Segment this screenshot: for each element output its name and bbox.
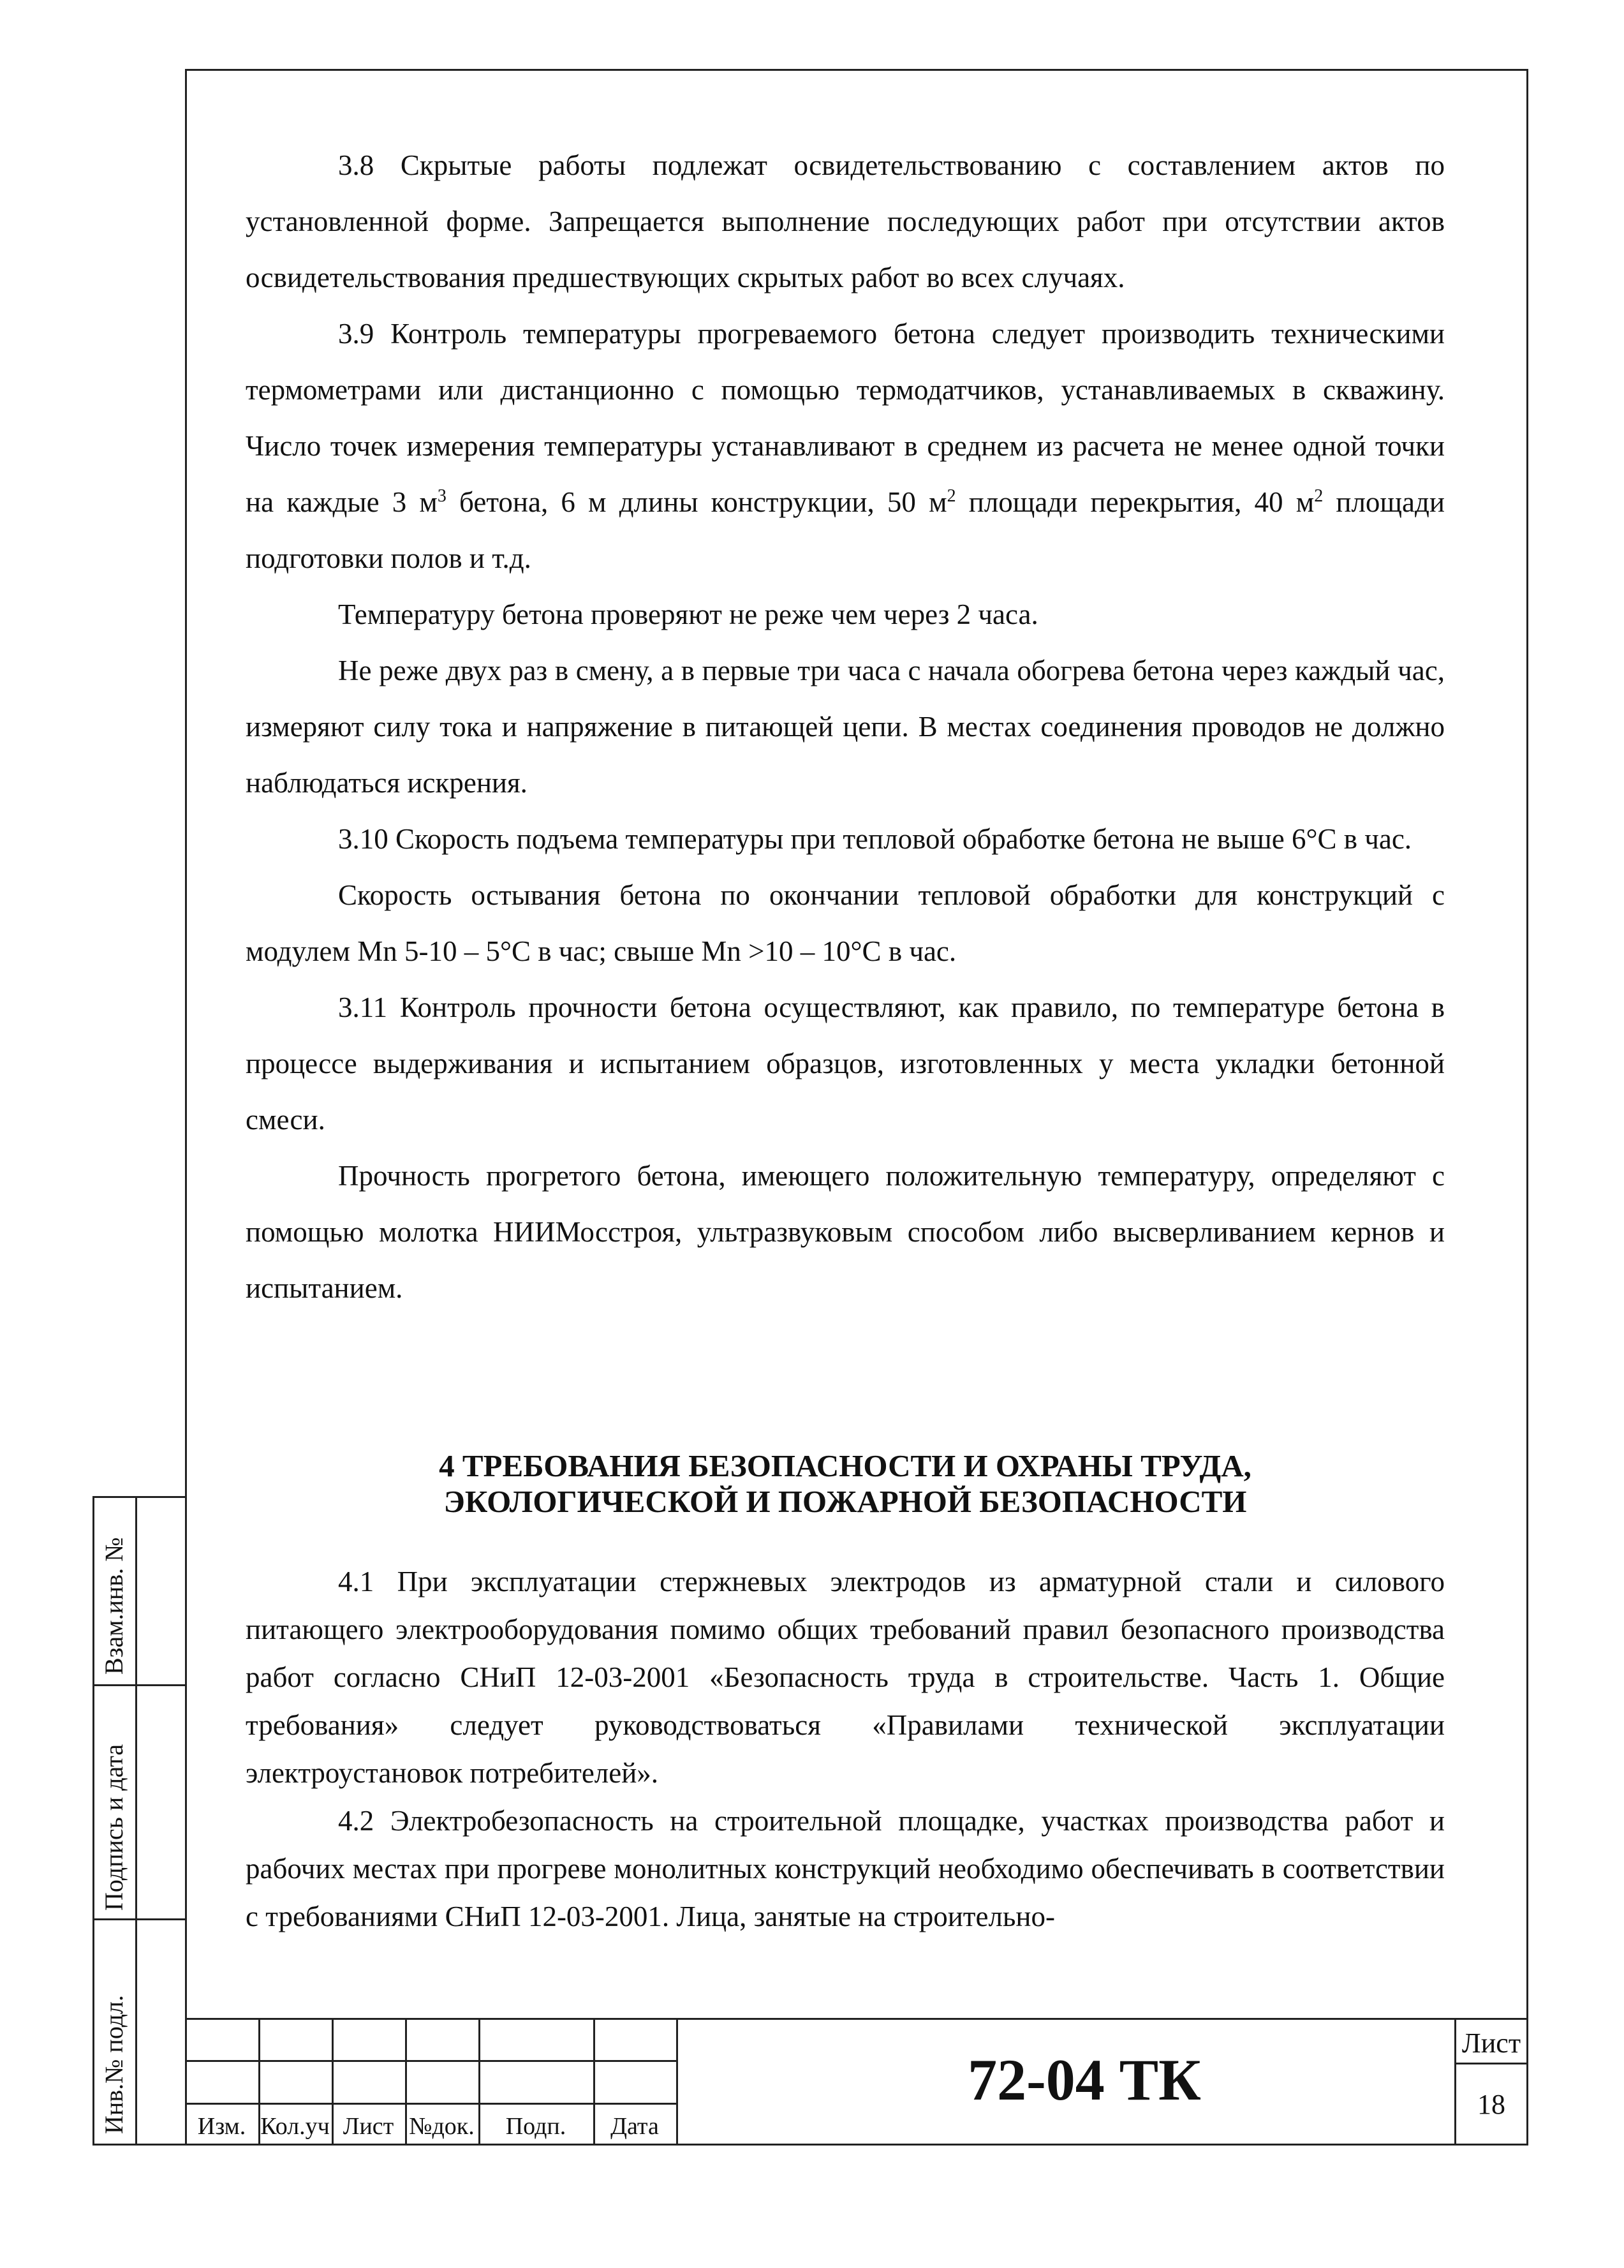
paragraph-3-10: 3.10 Скорость подъема температуры при тепловой обработке бетона не выше 6°С в час. — [338, 823, 1412, 855]
inv-podl-label: Инв.№ подл. — [100, 1995, 128, 2134]
label-kol-uch: Кол.уч — [260, 2113, 330, 2140]
sheet-label: Лист — [1461, 2027, 1521, 2059]
paragraph-3-11: 3.11 Контроль прочности бетона осуществляют, как правило, по температуре бетона в процессе выдерживания и испытанием образцов, изготовленных у места укладки бетонной смеси. — [246, 991, 1445, 1136]
paragraph-temperature-check: Температуру бетона проверяют не реже чем через 2 часа. — [338, 598, 1038, 630]
label-podp: Подп. — [505, 2113, 566, 2140]
title-block — [185, 2018, 1528, 2146]
section-4-title: 4 ТРЕБОВАНИЯ БЕЗОПАСНОСТИ И ОХРАНЫ ТРУДА, ЭКОЛОГИЧЕСКОЙ И ПОЖАРНОЙ БЕЗОПАСНОСТИ — [439, 1448, 1251, 1519]
paragraph-3-8: 3.8 Скрытые работы подлежат освидетельствованию с составлением актов по установленной форме. Запрещается выполнение последующих работ при отсутствии актов освидетельствования предшествующих скрытых работ во всех случаях. — [246, 149, 1445, 293]
vzam-inv-label: Взам.инв. № — [100, 1537, 128, 1675]
paragraph-current-measure: Не реже двух раз в смену, а в первые три часа с начала обогрева бетона через каждый час, измеряют силу тока и напряжение в питающей цепи. В местах соединения проводов не должно наблюдаться искрения. — [246, 655, 1445, 799]
label-ndok: №док. — [409, 2113, 475, 2140]
paragraph-4-1: 4.1 При эксплуатации стержневых электродов из арматурной стали и силового питающего электрооборудования помимо общих требований правил безопасного производства работ согласно СНиП 12-03-2001 «Безопасность труда в строительстве. Часть 1. Общие требования» следует руководствоваться «Правилами технической эксплуатации электроустановок потребителей». — [246, 1566, 1445, 1789]
paragraph-cooling-rate: Скорость остывания бетона по окончании тепловой обработки для конструкций с модулем Mn 5-10 – 5°С в час; свыше Mn >10 – 10°С в час. — [246, 879, 1445, 967]
document-body — [246, 137, 1445, 1316]
sheet-number: 18 — [1477, 2089, 1505, 2120]
paragraph-3-9: 3.9 Контроль температуры прогреваемого бетона следует производить техническими термометрами или дистанционно с помощью термодатчиков, устанавливаемых в скважину. Число точек измерения температуры устанавливают в среднем из расчета не менее одной точки на каждые 3 $м^3$ бетона, 6 м длины конструкции, 50 $м^2$ площади перекрытия, 40 $м^2$ площади подготовки полов и т.д. — [246, 318, 1445, 574]
label-list: Лист — [343, 2113, 394, 2140]
paragraph-strength: Прочность прогретого бетона, имеющего положительную температуру, определяют с помощью молотка НИИМосстроя, ультразвуковым способом либо высверливанием кернов и испытанием. — [246, 1160, 1445, 1304]
label-data: Дата — [610, 2113, 659, 2140]
section-4 — [246, 1390, 1445, 1941]
paragraph-4-2: 4.2 Электробезопасность на строительной площадке, участках производства работ и рабочих местах при прогреве монолитных конструкций необходимо обеспечивать в соответствии с требованиями СНиП 12-03-2001. Лица, занятые на строительно- — [246, 1805, 1445, 1932]
podpis-data-label: Подпись и дата — [100, 1744, 128, 1911]
label-izm: Изм. — [197, 2113, 246, 2140]
document-code: 72-04 ТК — [968, 2047, 1201, 2112]
side-stamp — [92, 1496, 185, 2146]
